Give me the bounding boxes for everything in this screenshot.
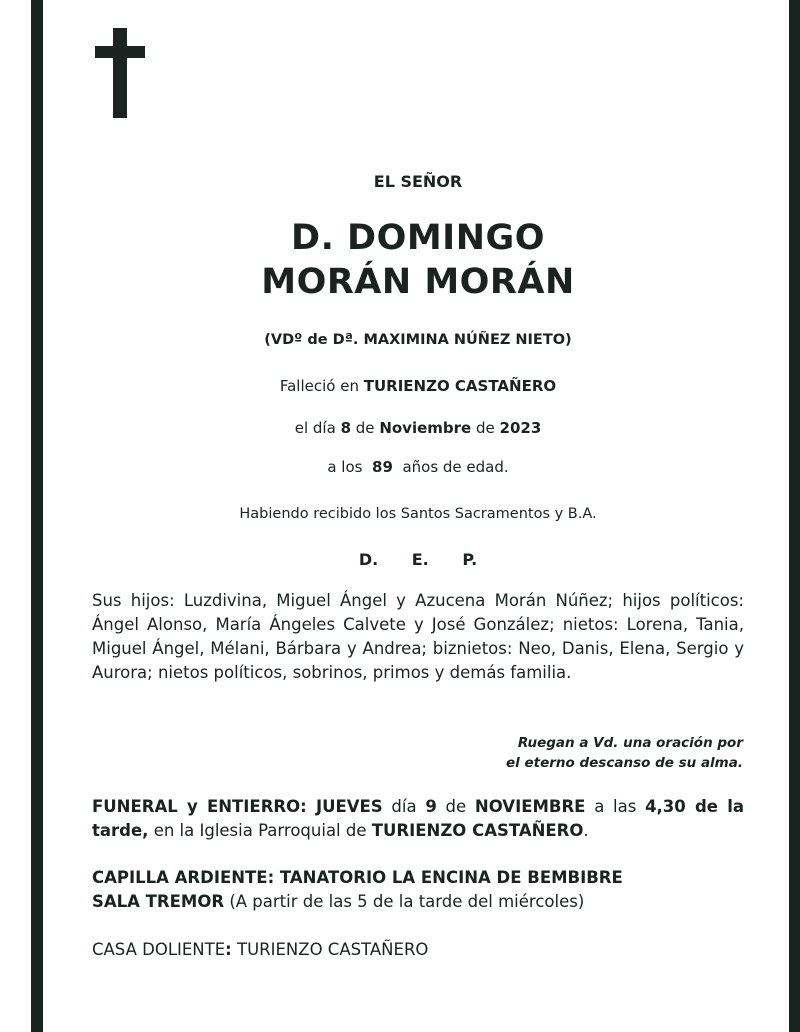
funeral-a-las: a las (594, 797, 637, 816)
right-border (789, 0, 800, 1032)
capilla-title: CAPILLA ARDIENTE: TANATORIO LA ENCINA DE BEMBIBRE (92, 868, 623, 887)
death-place: TURIENZO CASTAÑERO (363, 377, 557, 395)
death-year: 2023 (499, 419, 542, 437)
capilla-line-2 (92, 890, 744, 914)
sala-name: SALA TREMOR (92, 892, 225, 911)
funeral-month: NOVIEMBRE (474, 797, 586, 816)
age-prefix: a los (327, 458, 363, 476)
prayer-line-2: el eterno descanso de su alma. (506, 755, 743, 771)
cross-icon (95, 28, 145, 118)
funeral-label: FUNERAL y ENTIERRO: JUEVES (92, 797, 383, 816)
dia-label: el día (294, 419, 336, 437)
fallecio-label: Falleció en (279, 377, 359, 395)
death-date-line (92, 419, 744, 437)
prayer-line-1: Ruegan a Vd. una oración por (517, 735, 743, 751)
family-paragraph: Sus hijos: Luzdivina, Miguel Ángel y Azucena Morán Núñez; hijos políticos: Ángel Alonso, María Ángeles Calvete y José González; nietos: Lorena, Tania, Miguel Ángel, Mélani, Bárbara y Andrea; biznietos: Neo, Danis, Elena, Sergio y Aurora; nietos políticos, sobrinos, primos y demás familia. (92, 591, 744, 682)
casa-colon: : (225, 940, 232, 959)
name-line-2: MORÁN MORÁN (261, 262, 575, 302)
sacraments-line: Habiendo recibido los Santos Sacramentos y B.A. (239, 506, 597, 522)
funeral-day: 9 (425, 797, 437, 816)
deceased-name (92, 216, 744, 304)
casa-doliente (92, 938, 744, 962)
widow-of: (VDº de Dª. MAXIMINA NÚÑEZ NIETO) (264, 332, 572, 348)
prayer-request (400, 733, 743, 773)
funeral-dia: día (391, 797, 417, 816)
dep-line: D. E. P. (358, 550, 478, 569)
capilla-line-1 (92, 866, 744, 890)
casa-place: TURIENZO CASTAÑERO (237, 940, 429, 959)
funeral-place: TURIENZO CASTAÑERO (371, 821, 584, 840)
funeral-place-text: en la Iglesia Parroquial de (153, 821, 367, 840)
de-label-1: de (355, 419, 375, 437)
age-line (92, 458, 744, 476)
funeral-time: 4,30 de la tarde, (92, 797, 745, 840)
de-label-2: de (475, 419, 495, 437)
funeral-end: . (583, 821, 589, 840)
casa-label: CASA DOLIENTE (92, 940, 226, 959)
funeral-de: de (445, 797, 467, 816)
capilla-ardiente (92, 866, 744, 914)
death-month: Noviembre (379, 419, 472, 437)
funeral-paragraph (92, 795, 744, 843)
title-prefix: EL SEÑOR (373, 172, 463, 191)
age-value: 89 (372, 458, 393, 476)
sala-note: (A partir de las 5 de la tarde del miércoles) (229, 892, 585, 911)
age-suffix: años de edad. (402, 458, 509, 476)
death-place-line (92, 377, 744, 395)
left-border (31, 0, 43, 1032)
death-day: 8 (340, 419, 351, 437)
name-line-1: D. DOMINGO (291, 218, 545, 258)
